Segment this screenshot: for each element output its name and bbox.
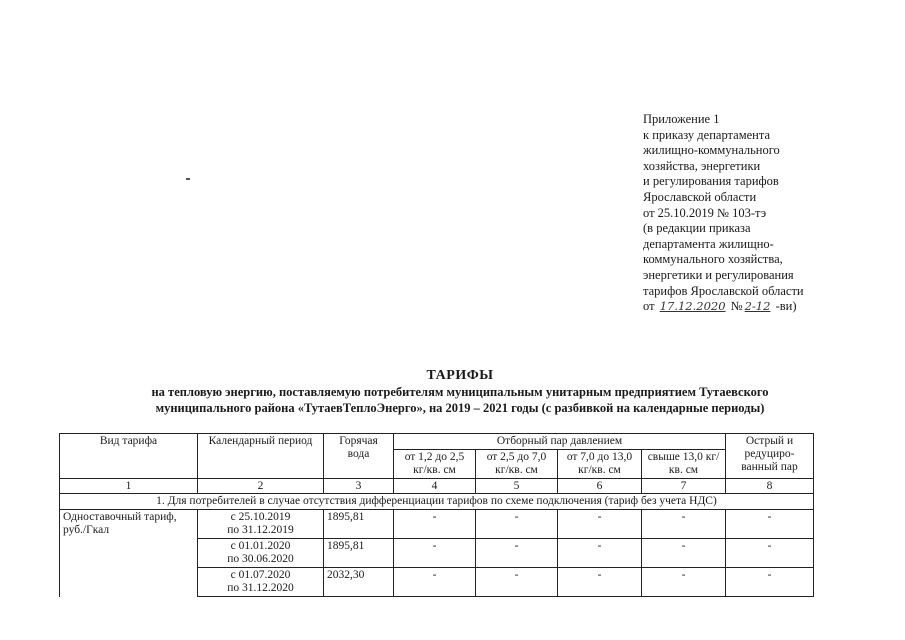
dash-cell: - (476, 539, 558, 568)
annex-line: (в редакции приказа (643, 221, 751, 236)
handwritten-date: 17.12.2020 (659, 299, 726, 314)
header-pressure-3: от 7,0 до 13,0 кг/кв. см (558, 450, 642, 479)
annex-line: к приказу департамента (643, 127, 771, 142)
section-row (60, 494, 814, 510)
annex-line: от 25.10.2019 № 103-тэ (643, 205, 767, 220)
header-sharp-steam: Острый и редуциро-ванный пар (726, 434, 814, 479)
hot-water-value: 1895,81 (324, 510, 394, 539)
annex-line: энергетики и регулирования (643, 267, 794, 282)
annex-last-line (643, 299, 863, 315)
header-steam: Отборный пар давлением (394, 434, 726, 450)
table-row (60, 510, 814, 539)
column-number: 2 (198, 479, 324, 494)
annex-line: департамента жилищно- (643, 236, 774, 251)
dash-cell: - (558, 510, 642, 539)
column-number: 7 (642, 479, 726, 494)
column-number: 3 (324, 479, 394, 494)
period-to: по 30.06.2020 (227, 553, 294, 565)
column-number: 1 (60, 479, 198, 494)
column-number: 8 (726, 479, 814, 494)
annex-number-sign: № (730, 299, 743, 314)
dash-cell: - (394, 510, 476, 539)
dash-cell: - (642, 539, 726, 568)
dash-cell: - (726, 539, 814, 568)
header-pressure-1: от 1,2 до 2,5 кг/кв. см (394, 450, 476, 479)
column-number: 4 (394, 479, 476, 494)
annex-line: коммунального хозяйства, (643, 252, 783, 267)
period-to: по 31.12.2020 (227, 582, 294, 594)
annex-line: Ярославской области (643, 189, 757, 204)
scan-speck (186, 178, 190, 180)
annex-line: хозяйства, энергетики (643, 158, 761, 173)
header-row (60, 434, 814, 450)
dash-cell: - (476, 510, 558, 539)
dash-cell: - (726, 568, 814, 597)
column-number-row (60, 479, 814, 494)
document-title: ТАРИФЫ (426, 368, 494, 383)
annex-line: и регулирования тарифов (643, 174, 779, 189)
period-cell (198, 510, 324, 539)
hot-water-value: 1895,81 (324, 539, 394, 568)
annex-line: Приложение 1 (643, 112, 720, 126)
dash-cell: - (726, 510, 814, 539)
annex-block (643, 112, 863, 315)
dash-cell: - (642, 510, 726, 539)
dash-cell: - (394, 568, 476, 597)
period-cell (198, 568, 324, 597)
dash-cell: - (558, 539, 642, 568)
header-pressure-2: от 2,5 до 7,0 кг/кв. см (476, 450, 558, 479)
handwritten-number: 2-12 (744, 299, 771, 314)
document-subtitle-line1: на тепловую энергию, поставляемую потребителям муниципальным унитарным предприятием Тутаевского (151, 385, 769, 399)
dash-cell: - (476, 568, 558, 597)
annex-line: жилищно-коммунального (643, 143, 780, 158)
header-hot-water: Горячая вода (324, 434, 394, 479)
header-period: Календарный период (198, 434, 324, 479)
dash-cell: - (394, 539, 476, 568)
annex-suffix: -ви) (775, 299, 797, 314)
annex-line: тарифов Ярославской области (643, 283, 804, 298)
hot-water-value: 2032,30 (324, 568, 394, 597)
annex-from: от (643, 299, 655, 314)
period-from: с 25.10.2019 (230, 511, 291, 523)
period-to: по 31.12.2019 (227, 524, 294, 536)
column-number: 6 (558, 479, 642, 494)
header-type: Вид тарифа (60, 434, 198, 479)
section-title: 1. Для потребителей в случае отсутствия дифференциации тарифов по схеме подключения (тариф без учета НДС) (60, 494, 814, 510)
tariff-table (59, 433, 814, 597)
dash-cell: - (558, 568, 642, 597)
tariff-type-cell: Одноставочный тариф, руб./Гкал (60, 510, 198, 597)
column-number: 5 (476, 479, 558, 494)
period-from: с 01.01.2020 (230, 540, 291, 552)
header-pressure-4: свыше 13,0 кг/кв. см (642, 450, 726, 479)
document-subtitle-line2: муниципального района «ТутаевТеплоЭнерго», на 2019 – 2021 годы (с разбивкой на календарные периоды) (155, 401, 765, 415)
period-cell (198, 539, 324, 568)
dash-cell: - (642, 568, 726, 597)
period-from: с 01.07.2020 (230, 569, 291, 581)
document-heading (60, 368, 860, 416)
